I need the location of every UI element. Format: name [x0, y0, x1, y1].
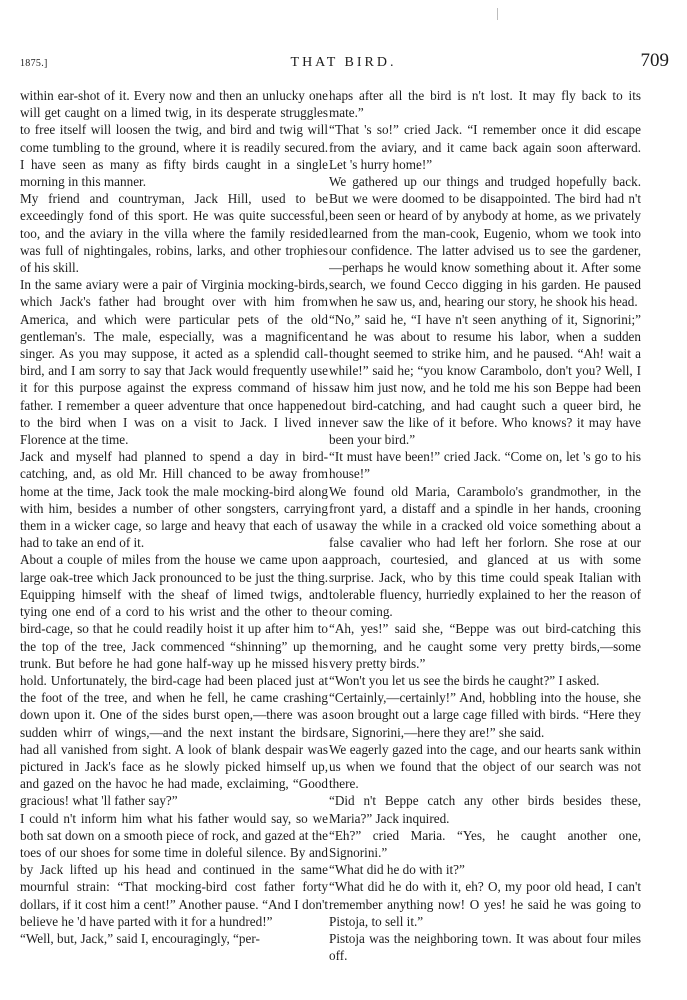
paragraph: We found old Maria, Carambolo's grandmother, in the front yard, a distaff and a spindle in her hands, crooning away the while in a cracked old voice something about a false cavalier who had left her forlorn. She rose at our approach, courtesied, and glanced at us with some surprise. Jack, who by this time could speak Italian with tolerable fluency, hurriedly explained to her the reason of our coming. — [329, 483, 641, 620]
paragraph: within ear-shot of it. Every now and then an unlucky one will get caught on a limed twig, in its desperate struggles to free itself will loosen the twig, and bird and twig will come tumbling to the ground, where it is readily secured. I have seen as many as fifty birds caught in a single morning in this manner. — [20, 88, 328, 190]
paragraph: “Well, but, Jack,” said I, encouragingly, “per- — [20, 930, 260, 946]
page-number: 709 — [640, 50, 669, 71]
paragraph: Jack and myself had planned to spend a day in bird-catching, and, as old Mr. Hill chanced to be away from home at the time, Jack took the male mocking-bird along with him, besides a number of other songsters, carrying them in a wicker cage, so large and heavy that each of us had to take an end of it. — [20, 449, 328, 551]
paragraph: Pistoja was the neighboring town. It was about four miles off. — [329, 930, 641, 964]
paragraph: haps after all the bird is n't lost. It may fly back to its mate.” — [329, 88, 641, 121]
paragraph: We eagerly gazed into the cage, and our hearts sank within us when we found that the object of our search was not there. — [329, 741, 641, 792]
running-title: THAT BIRD. — [290, 55, 397, 70]
paragraph: About a couple of miles from the house we came upon a large oak-tree which Jack pronounced to be just the thing. Equipping himself with the sheaf of limed twigs, and tying one end of a cord to his wrist and the other to the bird-cage, so that he could readily hoist it up after him to the top of the tree, Jack commenced “shinning” up the trunk. But before he had gone half-way up he missed his hold. Unfortunately, the bird-cage had been placed just at the foot of the tree, and when he fell, he came crashing down upon it. One of the sides burst open,—there was a sudden whirr of wings,—and the next instant the birds had all vanished from sight. A look of blank despair was pictured in Jack's face as he slowly picked himself up, and gazed on the havoc he had made, exclaiming, “Good gracious! what 'll father say?” — [20, 552, 328, 809]
paragraph: “Certainly,—certainly!” And, hobbling into the house, she soon brought out a large cage filled with birds. “Here they are, Signorini,—here they are!” she said. — [329, 690, 641, 740]
paragraph: “What did he do with it?” — [329, 862, 465, 878]
paragraph: “It must have been!” cried Jack. “Come on, let 's go to his house!” — [329, 449, 641, 482]
paragraph: “Did n't Beppe catch any other birds besides these, Maria?” Jack inquired. — [329, 793, 641, 826]
paragraph: “Won't you let us see the birds he caught?” I asked. — [329, 672, 600, 688]
paragraph: In the same aviary were a pair of Virginia mocking-birds, which Jack's father had brought over with him from America, and which were particular pets of the old gentleman's. The male, especially, was a magnificent singer. As you may suppose, it acted as a splendid call-bird, and I am sorry to say that Jack would frequently use it for this purpose against the express command of his father. I remember a queer adventure that once happened to the bird when I was on a visit to Jack. I lived in Florence at the time. — [20, 277, 328, 448]
paragraph: “No,” said he, “I have n't seen anything of it, Signorini;” and he was about to resume his labor, when a sudden thought seemed to strike him, and he paused. “Ah! wait a while!” said he; “you know Carambolo, don't you? Well, I saw him just now, and he told me his son Beppe had been out bird-catching, and had caught such a queer bird, he never saw the like of it before. Who knows? it may have been your bird.” — [329, 311, 641, 448]
paragraph: I could n't inform him what his father would say, so we both sat down on a smooth piece of rock, and gazed at the toes of our shoes for some time in doleful silence. By and by Jack lifted up his head and continued in the same mournful strain: “That mocking-bird cost father forty dollars, if it cost him a cent!” Another pause. “And I don't believe he 'd have parted with it for a hundred!” — [20, 810, 328, 929]
running-head — [0, 50, 687, 74]
left-column — [20, 87, 328, 987]
paragraph: “Ah, yes!” said she, “Beppe was out bird-catching this morning, and he caught some very pretty birds,—some very pretty birds.” — [329, 621, 641, 671]
paragraph: My friend and countryman, Jack Hill, used to be exceedingly fond of this sport. He was quite successful, too, and the aviary in the villa where the family resided was full of nightingales, robins, larks, and other trophies of his skill. — [20, 191, 328, 276]
paragraph: “Eh?” cried Maria. “Yes, he caught another one, Signorini.” — [329, 827, 641, 860]
paragraph: We gathered up our things and trudged hopefully back. But we were doomed to be disappointed. The bird had n't been seen or heard of by anybody at home, as we privately learned from the man-cook, Eugenio, whom we took into our confidence. The latter advised us to see the gardener,—perhaps he would know something about it. After some search, we found Cecco digging in his garden. He paused when he saw us, and, hearing our story, he shook his head. — [329, 174, 641, 310]
scan-mark — [497, 8, 498, 20]
paragraph: “That 's so!” cried Jack. “I remember once it did escape from the aviary, and it came back again soon afterward. Let 's hurry home!” — [329, 122, 641, 172]
paragraph: “What did he do with it, eh? O, my poor old head, I can't remember anything now! O yes! he said he was going to Pistoja, to sell it.” — [329, 879, 641, 929]
right-column — [329, 87, 641, 987]
issue-date: 1875.] — [20, 58, 48, 69]
